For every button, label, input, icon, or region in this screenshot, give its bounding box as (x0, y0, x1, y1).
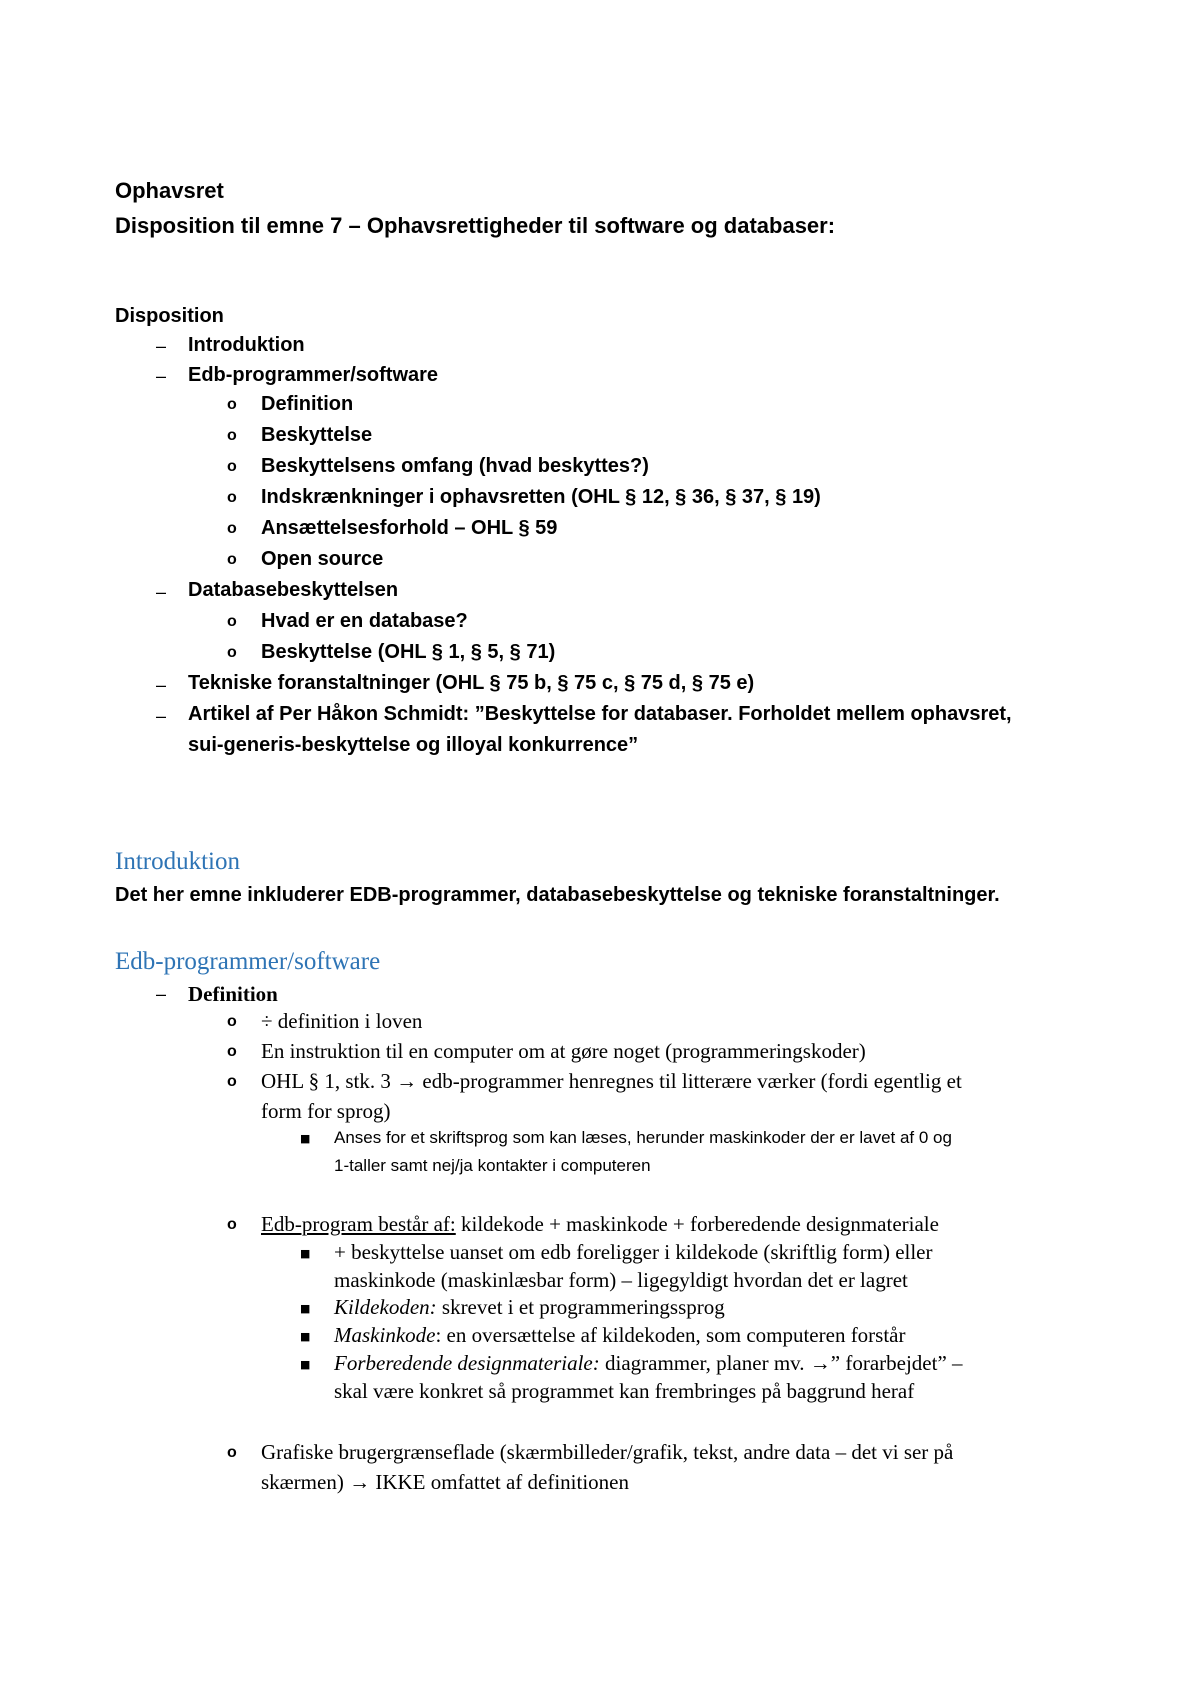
circle-bullet: o (227, 489, 237, 506)
disposition-subitem: Beskyttelse (261, 424, 373, 446)
disposition-subitem: Hvad er en database? (261, 610, 468, 632)
disposition-subitem: Ansættelsesforhold – OHL § 59 (261, 517, 558, 539)
gui-item: Grafiske brugergrænseflade (skærmbilleder/grafik, tekst, andre data – det vi ser på (261, 1440, 954, 1464)
consists-subitem (334, 1295, 725, 1320)
square-bullet: ■ (300, 1330, 311, 1343)
circle-bullet: o (227, 1013, 237, 1030)
dash-bullet: – (156, 984, 167, 1004)
kildekoden-label: Kildekoden: (334, 1295, 437, 1319)
consists-subitem (334, 1323, 906, 1348)
disposition-item: Tekniske foranstaltninger (OHL § 75 b, § 75 c, § 75 d, § 75 e) (188, 672, 755, 694)
circle-bullet: o (227, 396, 237, 413)
disposition-subitem: Indskrænkninger i ophavsretten (OHL § 12, § 36, § 37, § 19) (261, 486, 821, 508)
disposition-item-continued: sui-generis-beskyttelse og illoyal konkurrence” (188, 734, 639, 756)
disposition-item: Edb-programmer/software (188, 364, 439, 386)
gui-item-continued: skærmen) → IKKE omfattet af definitionen (261, 1470, 629, 1494)
dash-bullet: – (156, 706, 167, 726)
dash-bullet: – (156, 336, 167, 356)
disposition-subitem: Definition (261, 393, 354, 415)
square-bullet: ■ (300, 1358, 311, 1371)
square-bullet: ■ (300, 1132, 311, 1145)
circle-bullet: o (227, 1043, 237, 1060)
circle-bullet: o (227, 520, 237, 537)
circle-bullet: o (227, 1444, 237, 1461)
definition-subitem: Anses for et skriftsprog som kan læses, herunder maskinkoder der er lavet af 0 og (334, 1128, 952, 1147)
definition-item: OHL § 1, stk. 3 → edb-programmer henregnes til litterære værker (fordi egentlig et (261, 1069, 962, 1093)
definition-item: En instruktion til en computer om at gøre noget (programmeringskoder) (261, 1039, 866, 1063)
maskinkode-text: : en oversættelse af kildekoden, som computeren forstår (435, 1323, 906, 1347)
maskinkode-label: Maskinkode (334, 1323, 436, 1347)
square-bullet: ■ (300, 1247, 311, 1260)
consists-subitem-continued: maskinkode (maskinlæsbar form) – ligegyldigt hvordan det er lagret (334, 1268, 908, 1292)
square-bullet: ■ (300, 1302, 311, 1315)
designmateriale-label: Forberedende designmateriale: (334, 1351, 600, 1375)
document-title: Ophavsret (115, 178, 224, 203)
consists-subitem: + beskyttelse uanset om edb foreligger i kildekode (skriftlig form) eller (334, 1240, 933, 1264)
circle-bullet: o (227, 1073, 237, 1090)
consists-text: kildekode + maskinkode + forberedende designmateriale (455, 1212, 939, 1236)
dash-bullet: – (156, 366, 167, 386)
circle-bullet: o (227, 1216, 237, 1233)
circle-bullet: o (227, 613, 237, 630)
designmateriale-text: diagrammer, planer mv. →” forarbejdet” – (599, 1351, 963, 1375)
consists-subitem-continued: skal være konkret så programmet kan frembringes på baggrund heraf (334, 1379, 915, 1403)
circle-bullet: o (227, 644, 237, 661)
circle-bullet: o (227, 458, 237, 475)
consists-subitem (334, 1351, 963, 1376)
disposition-subitem: Beskyttelse (OHL § 1, § 5, § 71) (261, 641, 556, 663)
edb-heading: Edb-programmer/software (115, 948, 381, 975)
disposition-subitem: Open source (261, 548, 384, 570)
intro-heading: Introduktion (115, 848, 240, 875)
intro-text: Det her emne inkluderer EDB-programmer, databasebeskyttelse og tekniske foranstaltninger. (115, 884, 1000, 906)
kildekoden-text: skrevet i et programmeringssprog (436, 1295, 725, 1319)
disposition-heading: Disposition (115, 305, 224, 327)
definition-subitem-continued: 1-taller samt nej/ja kontakter i computeren (334, 1156, 651, 1175)
circle-bullet: o (227, 551, 237, 568)
disposition-item: Introduktion (188, 334, 305, 356)
disposition-item: Artikel af Per Håkon Schmidt: ”Beskyttelse for databaser. Forholdet mellem ophavsret, (188, 703, 1012, 725)
circle-bullet: o (227, 427, 237, 444)
definition-label: Definition (188, 982, 278, 1006)
dash-bullet: – (156, 675, 167, 695)
dash-bullet: – (156, 582, 167, 602)
definition-item: ÷ definition i loven (261, 1009, 423, 1033)
definition-item-continued: form for sprog) (261, 1099, 391, 1123)
document-subtitle: Disposition til emne 7 – Ophavsrettigheder til software og databaser: (115, 213, 836, 238)
consists-item (261, 1212, 939, 1237)
disposition-subitem: Beskyttelsens omfang (hvad beskyttes?) (261, 455, 649, 477)
consists-label: Edb-program består af: (261, 1212, 456, 1236)
disposition-item: Databasebeskyttelsen (188, 579, 399, 601)
